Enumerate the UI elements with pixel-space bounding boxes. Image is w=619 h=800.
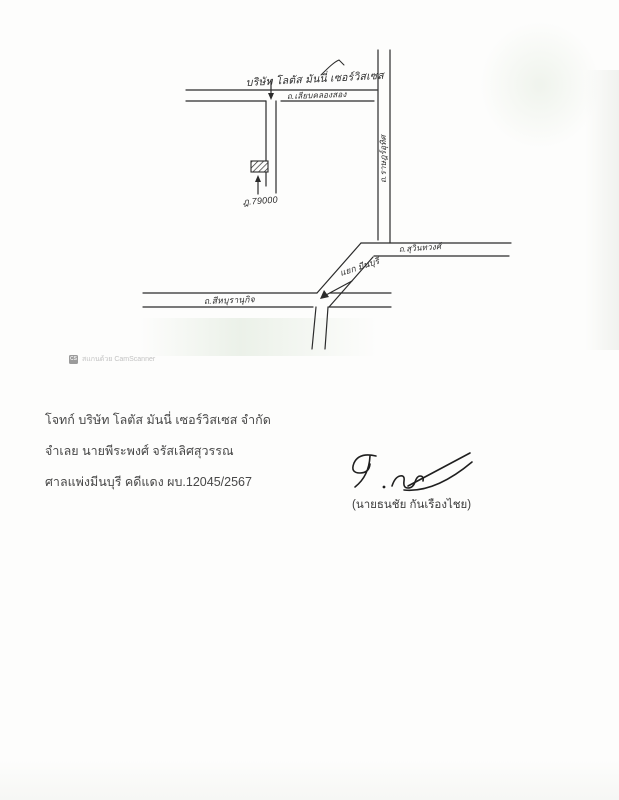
signature — [330, 440, 490, 500]
company-label: บริษัท โลตัส มันนี่ เซอร์วิสเซส — [245, 69, 385, 89]
signature-stroke — [408, 453, 470, 486]
road-right-vertical-label: ถ.ราษฎร์อุทิศ — [379, 135, 388, 183]
signature-stroke — [404, 462, 472, 490]
camscanner-icon: CS — [70, 356, 77, 362]
road-bottom-lines — [143, 293, 391, 307]
signature-dot — [383, 486, 386, 489]
arrow-down-head — [268, 93, 274, 100]
building-marker — [251, 161, 268, 172]
plaintiff-line: โจทก์ บริษัท โลตัส มันนี่ เซอร์วิสเซส จำกัด — [45, 413, 271, 427]
court-case-number-line: ศาลแพ่งมีนบุรี คดีแดง ผบ.12045/2567 — [45, 475, 252, 489]
camscanner-watermark-text: สแกนด้วย CamScanner — [82, 356, 156, 363]
road-top-label: ถ.เลียบคลองสอง — [286, 89, 347, 101]
building-address-label: ฎ.79000 — [242, 194, 279, 207]
road-bottom-label: ถ.สีหบุรานุกิจ — [203, 294, 256, 306]
junction-label: แยก มีนบุรี — [338, 255, 381, 278]
signature-stroke — [353, 455, 376, 487]
arrow-up-head — [255, 175, 261, 182]
hand-drawn-map — [0, 0, 619, 380]
road-soi-lines — [266, 101, 276, 193]
camscanner-watermark — [69, 354, 155, 365]
road-middle-label: ถ.สุวินทวงศ์ — [398, 242, 442, 254]
road-below-junction-lines — [312, 307, 328, 349]
defendant-line: จำเลย นายพีระพงศ์ จรัสเลิศสุวรรณ — [45, 444, 234, 458]
scan-tint — [0, 760, 619, 800]
signatory-name: (นายธนชัย กันเรืองไชย) — [352, 499, 472, 511]
